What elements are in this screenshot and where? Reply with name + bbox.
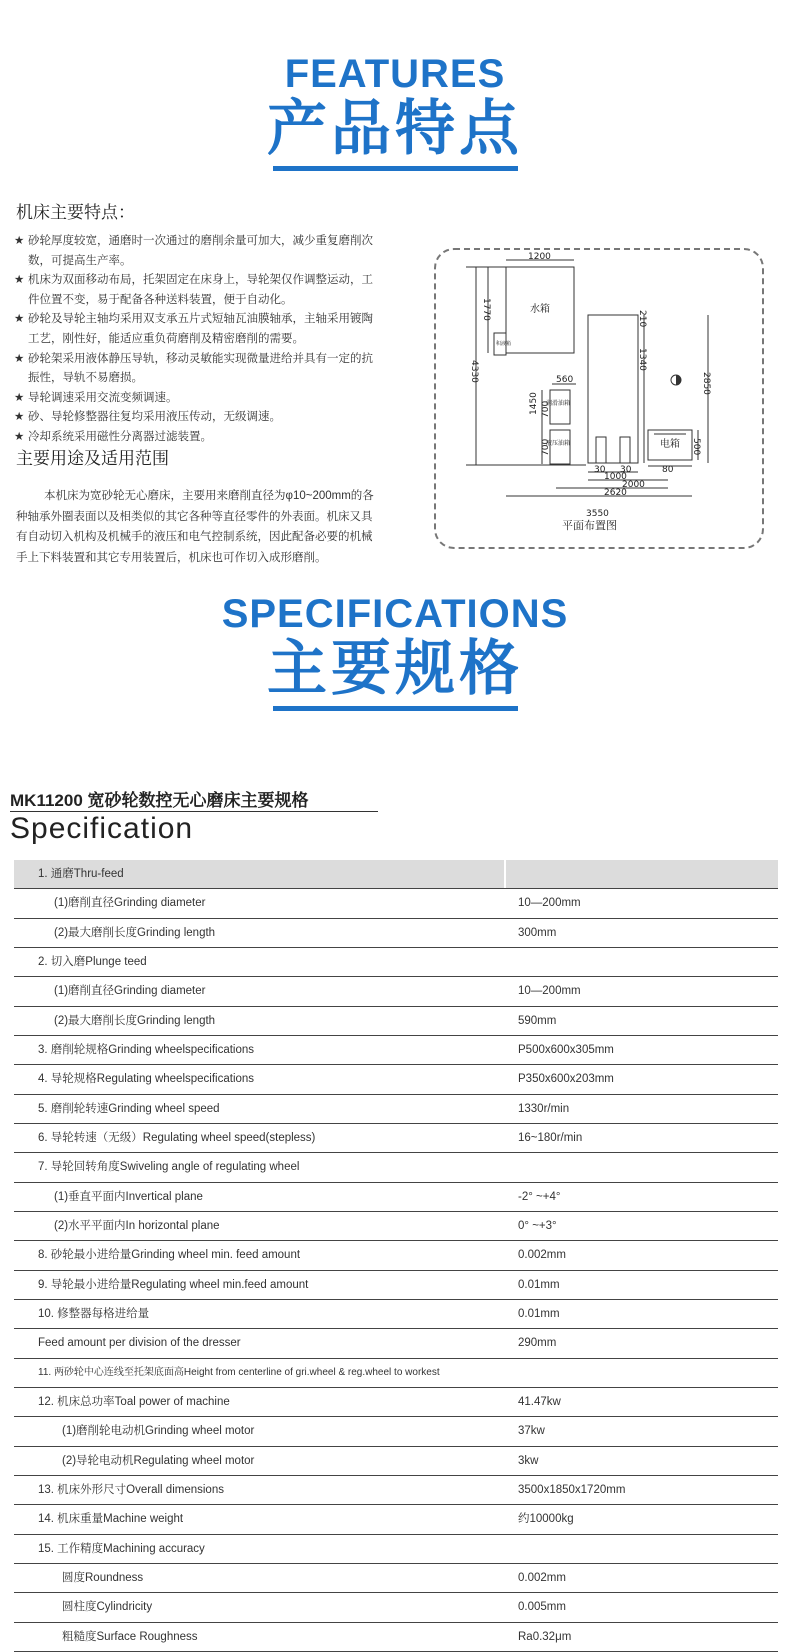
table-row (14, 1153, 778, 1182)
column-divider (504, 1065, 506, 1093)
spec-value: 0.002mm (518, 1249, 566, 1262)
column-divider (504, 1212, 506, 1240)
features-title-cn: 产品特点 (267, 95, 523, 162)
feature-item (14, 389, 374, 409)
column-divider (504, 1036, 506, 1064)
feature-item (14, 232, 374, 271)
star-icon: ★ (14, 391, 25, 404)
table-row (14, 1417, 778, 1446)
spec-name: 1. 通磨Thru-feed (38, 868, 124, 880)
spec-value: 1330r/min (518, 1102, 570, 1115)
column-divider (504, 1329, 506, 1357)
features-underline (273, 166, 518, 171)
spec-name: (1)磨削轮电动机Grinding wheel motor (62, 1425, 255, 1438)
table-row (14, 948, 778, 977)
table-row (14, 1095, 778, 1124)
dim-3550: 3550 (586, 509, 609, 519)
column-divider (504, 1095, 506, 1123)
dim-560: 560 (556, 375, 574, 385)
column-divider (504, 889, 506, 917)
dim-2620: 2620 (604, 488, 627, 498)
spec-name: 粗糙度Surface Roughness (62, 1630, 198, 1643)
dim-2000: 2000 (622, 480, 645, 490)
table-row (14, 919, 778, 948)
spec-value: Ra0.32μm (518, 1630, 572, 1643)
spec-value: 37kw (518, 1425, 545, 1438)
spec-value: 3500x1850x1720mm (518, 1483, 626, 1496)
column-divider (504, 1007, 506, 1035)
electric-box-label: 电箱 (660, 439, 680, 450)
spec-value: 16~180r/min (518, 1131, 583, 1144)
dim-30b: 30 (620, 465, 632, 475)
spec-name: 11. 两砂轮中心连线至托架底面高Height from centerline of gri.wheel & reg.wheel to workest (38, 1366, 440, 1378)
table-row (14, 1564, 778, 1593)
layout-diagram (434, 248, 764, 549)
spec-value: 3kw (518, 1454, 539, 1467)
spec-value: 0° ~+3° (518, 1219, 557, 1232)
dim-30a: 30 (594, 465, 606, 475)
spec-name: 9. 导轮最小进给量Regulating wheel min.feed amount (38, 1278, 309, 1291)
table-subtitle: Specification (10, 812, 194, 845)
spec-value: 0.005mm (518, 1601, 566, 1614)
table-row (14, 1359, 778, 1388)
feature-text: 砂、导轮修整器往复均采用液压传动，无级调速。 (28, 411, 281, 424)
spec-name: 2. 切入磨Plunge teed (38, 955, 147, 968)
features-section-title: 机床主要特点： (16, 203, 135, 222)
column-divider (504, 948, 506, 976)
spec-value: 0.002mm (518, 1571, 566, 1584)
dim-700b: 700 (541, 438, 551, 456)
usage-section-title: 主要用途及适用范围 (16, 449, 169, 468)
column-divider (504, 1241, 506, 1269)
table-row (14, 1183, 778, 1212)
column-divider (504, 1593, 506, 1621)
table-row (14, 1007, 778, 1036)
feature-text: 冷却系统采用磁性分离器过滤装置。 (28, 430, 212, 443)
table-row (14, 1476, 778, 1505)
layout-diagram-svg (436, 250, 762, 547)
column-divider (504, 1183, 506, 1211)
feature-text: 导轮调速采用交流变频调速。 (28, 391, 178, 404)
chip-tank-label: 积液箱 (496, 341, 512, 347)
table-row (14, 977, 778, 1006)
dim-700a: 700 (541, 400, 551, 418)
features-list (14, 232, 374, 448)
spec-value: 10—200mm (518, 897, 581, 910)
spec-value: 300mm (518, 926, 557, 939)
spec-value: 41.47kw (518, 1395, 561, 1408)
spec-name: (2)最大磨削长度Grinding length (54, 926, 216, 939)
table-row (14, 1065, 778, 1094)
column-divider (504, 1505, 506, 1533)
spec-value: 0.01mm (518, 1278, 560, 1291)
column-divider (504, 860, 506, 888)
dim-1450: 1450 (529, 392, 539, 415)
spec-value: 0.01mm (518, 1307, 560, 1320)
spec-value: -2° ~+4° (518, 1190, 561, 1203)
spec-name: 7. 导轮回转角度Swiveling angle of regulating wheel (38, 1161, 300, 1174)
table-row (14, 1447, 778, 1476)
feature-text: 砂轮厚度较宽，通磨时一次通过的磨削余量可加大，减少重复磨削次数，可提高生产率。 (28, 235, 373, 267)
table-row (14, 1505, 778, 1534)
spec-name: 14. 机床重量Machine weight (38, 1513, 184, 1526)
feature-text: 机床为双面移动布局，托架固定在床身上，导轮架仅作调整运动，工件位置不变，易于配备各种送料装置，便于自动化。 (28, 274, 373, 306)
lube-tank-box (550, 390, 570, 424)
table-row (14, 1593, 778, 1622)
star-icon: ★ (14, 235, 25, 247)
dim-80: 80 (662, 465, 674, 475)
star-icon: ★ (14, 411, 25, 424)
spec-name: 5. 磨削轮转速Grinding wheel speed (38, 1102, 220, 1115)
column-divider (504, 1623, 506, 1651)
features-title-en: FEATURES (284, 52, 506, 96)
features-header (0, 52, 790, 171)
spec-name: (1)磨削直径Grinding diameter (54, 897, 206, 910)
spec-value: P350x600x203mm (518, 1073, 614, 1086)
specs-underline (273, 706, 518, 711)
water-tank-label: 水箱 (530, 304, 550, 315)
column-divider (504, 1388, 506, 1416)
column-divider (504, 919, 506, 947)
table-row (14, 1329, 778, 1358)
table-row (14, 1036, 778, 1065)
dim-1340: 1340 (637, 348, 647, 371)
spec-name: (1)磨削直径Grinding diameter (54, 985, 206, 998)
column-divider (504, 1564, 506, 1592)
spec-value: 290mm (518, 1337, 557, 1350)
table-row (14, 1271, 778, 1300)
feature-item (14, 310, 374, 349)
table-row (14, 1535, 778, 1564)
usage-text: 本机床为宽砂轮无心磨床，主要用来磨削直径为φ10~200mm的各种轴承外圈表面以及相类似的其它各种等直径零件的外表面。机床又具有自动切入机构及机械手的液压和电气控制系统，因此配备必要的机械手上下料装置和其它专用装置后，机床也可作切入成形磨削。 (16, 490, 374, 564)
column-divider (504, 1417, 506, 1445)
spec-name: (2)水平平面内In horizontal plane (54, 1219, 220, 1232)
specs-header (0, 592, 790, 711)
lube-tank-label: 润滑油箱 (546, 400, 571, 407)
spec-value: P500x600x305mm (518, 1043, 614, 1056)
feature-item (14, 408, 374, 428)
spec-name: (2)导轮电动机Regulating wheel motor (62, 1454, 255, 1467)
column-divider (504, 977, 506, 1005)
table-row (14, 860, 778, 889)
table-row (14, 1623, 778, 1652)
column-divider (504, 1535, 506, 1563)
table-row (14, 1241, 778, 1270)
column-divider (504, 1476, 506, 1504)
spec-name: 3. 磨削轮规格Grinding wheelspecifications (38, 1043, 255, 1056)
spec-value: 约10000kg (518, 1513, 574, 1526)
spec-name: 12. 机床总功率Toal power of machine (38, 1395, 230, 1408)
spec-name: 10. 修整器每格进给量 (38, 1307, 150, 1320)
spec-name: 6. 导轮转速（无级）Regulating wheel speed(stepless) (38, 1131, 316, 1144)
dim-4330: 4330 (469, 360, 479, 383)
hydraulic-tank-box (550, 430, 570, 464)
spec-name: 13. 机床外形尺寸Overall dimensions (38, 1483, 224, 1496)
feature-text: 砂轮架采用液体静压导轨，移动灵敏能实现微量进给并具有一定的抗振性，导轨不易磨损。 (28, 352, 373, 385)
feature-text: 砂轮及导轮主轴均采用双支承五片式短轴瓦油膜轴承，主轴采用镀陶工艺，刚性好，能适应重负荷磨削及精密磨削的需要。 (28, 313, 373, 345)
column-divider (504, 1300, 506, 1328)
dim-500: 500 (691, 438, 701, 456)
spec-name: (1)垂直平面内Invertical plane (54, 1190, 203, 1203)
diagram-caption: 平面布置图 (562, 519, 617, 532)
spec-value: 10—200mm (518, 985, 581, 998)
star-icon: ★ (14, 274, 25, 287)
spec-name: 圆柱度Cylindricity (62, 1601, 153, 1614)
table-row (14, 889, 778, 918)
spec-name: (2)最大磨削长度Grinding length (54, 1014, 216, 1027)
spec-name: 圆度Roundness (62, 1571, 144, 1584)
spec-name: 8. 砂轮最小进给量Grinding wheel min. feed amount (38, 1249, 301, 1262)
table-row (14, 1212, 778, 1241)
spec-value: 590mm (518, 1014, 557, 1027)
column-divider (504, 1153, 506, 1181)
spec-name: Feed amount per division of the dresser (38, 1337, 241, 1350)
table-row (14, 1388, 778, 1417)
column-divider (504, 1124, 506, 1152)
column-divider (504, 1359, 506, 1387)
dim-210: 210 (637, 310, 647, 328)
star-icon: ★ (14, 430, 25, 443)
column-divider (504, 1271, 506, 1299)
spec-table (14, 860, 778, 1652)
spec-name: 4. 导轮规格Regulating wheelspecifications (38, 1073, 255, 1086)
column-divider (504, 1447, 506, 1475)
hydraulic-tank-label: 液压油箱 (546, 440, 571, 447)
table-row (14, 1300, 778, 1329)
feature-item (14, 350, 374, 389)
star-icon: ★ (14, 352, 25, 365)
specs-title-en: SPECIFICATIONS (221, 592, 569, 636)
dim-1770: 1770 (481, 298, 491, 321)
dim-2850: 2850 (701, 372, 711, 395)
dim-1200: 1200 (528, 252, 551, 262)
table-title: MK11200 宽砂轮数控无心磨床主要规格 (10, 791, 309, 810)
spec-name: 15. 工作精度Machining accuracy (38, 1542, 205, 1555)
specs-title-cn: 主要规格 (267, 635, 523, 702)
star-icon: ★ (14, 313, 25, 326)
table-row (14, 1124, 778, 1153)
feature-item (14, 271, 374, 310)
dim-1000: 1000 (604, 472, 627, 482)
